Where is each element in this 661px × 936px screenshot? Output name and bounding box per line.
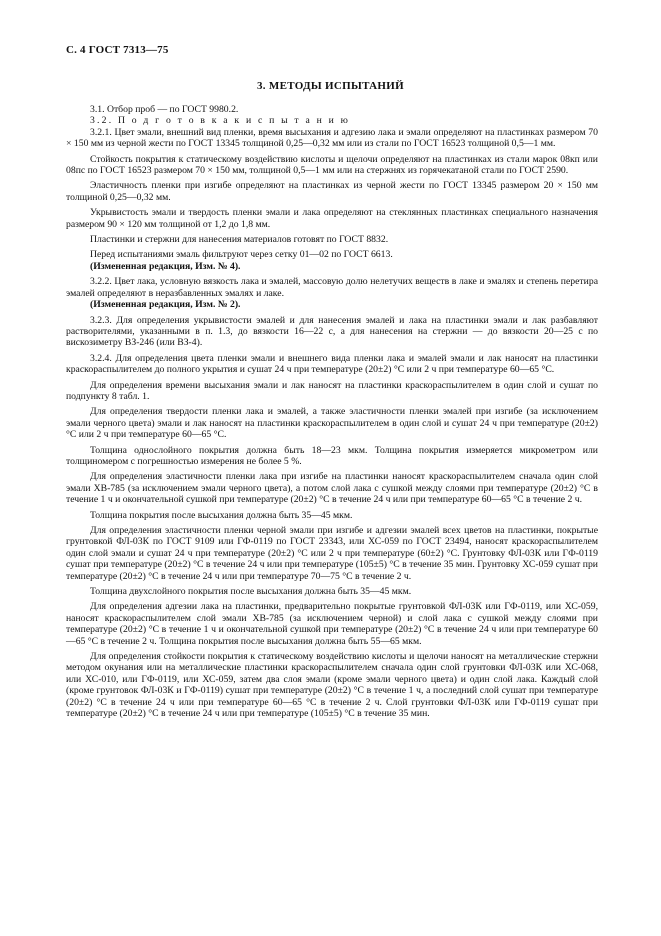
- paragraph: 3.2.2. Цвет лака, условную вязкость лака и эмалей, массовую долю нелетучих веществ в лаке и эмалях и степень перетира эмалей определяют в неразбавленных эмалях и лаке.: [66, 276, 598, 299]
- paragraph: 3.2.1. Цвет эмали, внешний вид пленки, время высыхания и адгезию лака и эмали определяют на пластинках размером 70 × 150 мм из черной жести по ГОСТ 13345 толщиной 0,25—0,32 мм или из стали по ГОСТ 16523 толщиной 0,5—1 мм.: [66, 126, 598, 150]
- paragraph: Для определения адгезии лака на пластинки, предварительно покрытые грунтовкой ФЛ-03К или ГФ-0119, или ХС-059, наносят краскораспылителем слой эмали ХВ-785 (за исключением черной) и слой лака с сушкой между слоями при температуре (20±2) °С в течение 1 ч и окончательной сушкой при температуре (20±2) °С в течение 24 ч или при температуре 60—65 °С в течение 2 ч. Толщина покрытия после высыхания должна быть 55—65 мкм.: [66, 601, 598, 647]
- section-title: 3. МЕТОДЫ ИСПЫТАНИЙ: [257, 80, 404, 92]
- amendment-note: (Измененная редакция, Изм. № 2).: [90, 299, 241, 311]
- paragraph: Толщина однослойного покрытия должна быть 18—23 мкм. Толщина покрытия измеряется микрометром или толщиномером с погрешностью измерения не более 5 %.: [66, 444, 598, 467]
- paragraph: 3.2.3. Для определения укрывистости эмалей и для нанесения эмалей и лака на пластинки эмали и лак разбавляют растворителями, указанными в п. 1.3, до вязкости 16—22 с, а для нанесения на стержни — до вязкости 20—25 с по вискозиметру ВЗ-246 (или ВЗ-4).: [66, 314, 598, 349]
- paragraph: Для определения эластичности пленки лака при изгибе на пластинки наносят краскораспылителем сначала один слой эмали ХВ-785 (за исключением эмали черного цвета), а потом слой лака с сушкой между слоями при температуре (20±2) °С в течение 1 ч и окончательной сушкой при температуре (20±2) °С в течение 24 ч или при температуре 60—65 °С в течение 2 ч.: [66, 471, 598, 506]
- paragraph: Толщина двухслойного покрытия после высыхания должна быть 35—45 мкм.: [90, 586, 412, 598]
- body-text: [66, 104, 598, 720]
- paragraph: Пластинки и стержни для нанесения материалов готовят по ГОСТ 8832.: [90, 234, 389, 246]
- paragraph: Перед испытаниями эмаль фильтруют через сетку 01—02 по ГОСТ 6613.: [90, 249, 393, 261]
- amendment-note: (Измененная редакция, Изм. № 4).: [90, 260, 241, 272]
- paragraph-subheading: 3.2. П о д г о т о в к а к и с п ы т а н и ю: [90, 115, 351, 127]
- paragraph: Для определения времени высыхания эмали и лак наносят на пластинки краскораспылителем в один слой и сушат по подпункту 8 табл. 1.: [66, 379, 598, 402]
- paragraph: 3.2.4. Для определения цвета пленки эмали и внешнего вида пленки лака и эмалей эмали и лак наносят на пластинки краскораспылителем до полного укрытия и сушат 24 ч при температуре (20±2) °С или 2 ч при температуре 60—65 °С.: [66, 352, 598, 376]
- paragraph: Эластичность пленки при изгибе определяют на пластинках из черной жести по ГОСТ 13345 размером 20 × 150 мм толщиной 0,25—0,32 мм.: [66, 180, 598, 203]
- paragraph: 3.1. Отбор проб — по ГОСТ 9980.2.: [90, 104, 239, 115]
- paragraph: Укрывистость эмали и твердость пленки эмали и лака определяют на стеклянных пластинках специального назначения размером 90 × 120 мм толщиной от 1,2 до 1,8 мм.: [66, 207, 598, 230]
- paragraph: Стойкость покрытия к статическому воздействию кислоты и щелочи определяют на пластинках из стали марок 08кп или 08пс по ГОСТ 16523 размером 70 × 150 мм, толщиной 0,5—1 мм или на стержнях из горячекатаной стали по ГОСТ 2590.: [66, 153, 598, 177]
- page-header: С. 4 ГОСТ 7313—75: [66, 44, 169, 56]
- paragraph: Для определения стойкости покрытия к статическому воздействию кислоты и щелочи наносят на металлические стержни методом окунания или на металлические пластинки краскораспылителем сначала один слой грунтовки ФЛ-03К или ХС-068, или ХС-010, или ГФ-0119, или ХС-059, затем два слоя эмали (кроме эмали черного цвета) и один слой лака. Каждый слой (кроме грунтовок ФЛ-03К и ГФ-0119) сушат при температуре (20±2) °С в течение 1 ч, а последний слой сушат при температуре (20±2) °С в течение 24 ч или при температуре 60—65 °С в течение 2 ч. Слой грунтовки ФЛ-03К или ГФ-0119 сушат при температуре (20±2) °С в течение 24 ч или при температуре (105±5) °С в течение 35 мин.: [66, 651, 598, 720]
- paragraph: Для определения эластичности пленки черной эмали при изгибе и адгезии эмалей всех цветов на пластинки, покрытые грунтовкой ФЛ-03К по ГОСТ 9109 или ГФ-0119 по ГОСТ 23343, или ХС-059 по ГОСТ 23494, наносят краскораспылителем один слой эмали и сушат 24 ч при температуре (20±2) °С или 2 ч при температуре (60±2) °С. Грунтовку ФЛ-03К или ГФ-0119 сушат при температуре (20±2) °С в течение 24 ч или при температуре (105±5) °С в течение 35 мин. Грунтовку ХС-059 сушат при температуре (20±2) °С в течение 24 ч или при температуре 70—75 °С в течение 2 ч.: [66, 525, 598, 582]
- paragraph: Для определения твердости пленки лака и эмалей, а также эластичности пленки эмалей при изгибе (за исключением эмали черного цвета) эмали и лак наносят на пластинки краскораспылителем в один слой и сушат 24 ч при температуре (20±2) °С или 2 ч при температуре 60—65 °С.: [66, 406, 598, 441]
- paragraph: Толщина покрытия после высыхания должна быть 35—45 мкм.: [90, 509, 353, 521]
